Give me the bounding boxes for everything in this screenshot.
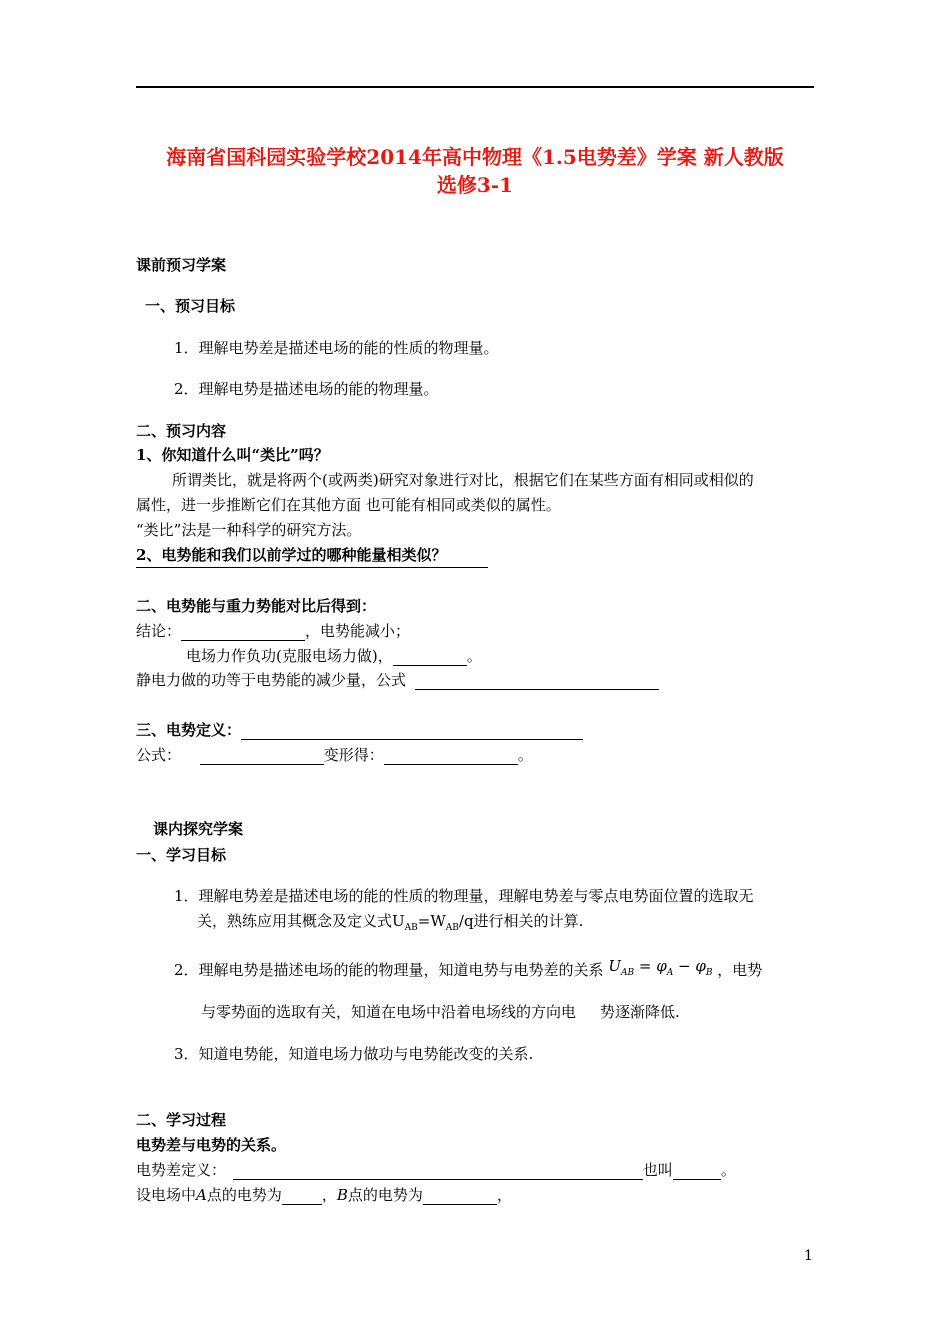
formula-phi-b-sub: B (705, 968, 713, 978)
learning-goal-1-line1: 1．理解电势差是描述电场的能的性质的物理量，理解电势差与零点电势面位置的选取无 (174, 887, 754, 905)
goal2-text: 2．理解电势是描述电场的能的物理量，知道电势与电势差的关系 (174, 961, 604, 979)
analogy-paragraph-line1: 所谓类比，就是将两个(或两类)研究对象进行对比，根据它们在某些方面有相同或相似的 (172, 471, 754, 489)
answer-line (136, 567, 488, 568)
formula-blank[interactable] (200, 748, 324, 765)
potential-difference-formula (608, 957, 717, 978)
negative-work-text: 电场力作负功(克服电场力做)， (186, 647, 393, 665)
also-called-label: 也叫 (642, 1161, 673, 1179)
goal1-text: 关，熟练应用其概念及定义式U (197, 912, 405, 930)
learning-process-heading: 二、学习过程 (136, 1111, 227, 1129)
conclusion-label: 结论： (136, 622, 182, 640)
diff-def-end: 。 (720, 1161, 736, 1179)
document-title-line1: 海南省国科园实验学校2014年高中物理《1.5电势差》学案 新人教版 (166, 145, 784, 169)
goal2-after: ，电势 (717, 961, 763, 979)
potential-difference-definition-line (136, 1159, 736, 1180)
transform-blank[interactable] (384, 748, 518, 765)
formula-u-sub: AB (620, 968, 635, 978)
static-work-blank[interactable] (415, 673, 659, 690)
learning-goal-2-line1 (174, 959, 762, 982)
conclusion-line (136, 620, 410, 641)
page-number: 1 (804, 1248, 813, 1264)
analogy-paragraph-line2: 属性，进一步推断它们在其他方面 也可能有相同或类似的属性。 (136, 496, 561, 514)
setup-comma: ， (321, 1186, 337, 1204)
potential-definition-heading: 三、电势定义： (136, 721, 242, 739)
preview-content-heading: 二、预习内容 (136, 422, 227, 440)
learning-goals-heading: 一、学习目标 (136, 846, 227, 864)
analogy-paragraph-line3: “类比”法是一种科学的研究方法。 (136, 521, 362, 539)
formula-end: 。 (517, 746, 533, 764)
negative-work-end: 。 (466, 647, 482, 665)
learning-goal-2-line2 (201, 1001, 680, 1022)
goal1-sub-ab-2: AB (445, 923, 459, 933)
diff-def-blank[interactable] (233, 1163, 643, 1180)
negative-work-line (186, 645, 482, 666)
goal1-end: /q进行相关的计算. (458, 912, 584, 930)
question-1: 1、你知道什么叫“类比”吗？ (136, 446, 329, 464)
potential-a-blank[interactable] (282, 1188, 322, 1205)
formula-label: 公式： (136, 746, 182, 764)
potential-definition-line (136, 719, 583, 740)
comparison-heading: 二、电势能与重力势能对比后得到： (136, 597, 377, 615)
setup-end: ， (496, 1186, 512, 1204)
setup-mid2: 点的电势为 (347, 1186, 423, 1204)
transform-label: 变形得： (323, 746, 384, 764)
potential-b-blank[interactable] (423, 1188, 497, 1205)
point-b: B (336, 1186, 348, 1204)
formula-u: U (608, 957, 621, 975)
inclass-heading: 课内探究学案 (153, 820, 244, 838)
potential-setup-line (136, 1184, 512, 1205)
question-2: 2、电势能和我们以前学过的哪种能量相类似？ (136, 546, 447, 564)
diff-def-label: 电势差定义： (136, 1161, 227, 1179)
potential-definition-blank[interactable] (241, 723, 583, 740)
preview-goal-1: 1．理解电势差是描述电场的能的性质的物理量。 (174, 339, 499, 357)
setup-start: 设电场中 (136, 1186, 197, 1204)
goal1-w: =W (417, 912, 446, 930)
formula-phi-b: φ (695, 957, 706, 975)
learning-goal-1-line2 (197, 910, 583, 933)
formula-minus: − (673, 957, 696, 975)
static-work-line (136, 669, 659, 690)
formula-phi-a-sub: A (666, 968, 674, 978)
conclusion-blank[interactable] (181, 624, 305, 641)
also-called-blank[interactable] (673, 1163, 721, 1180)
formula-equals: = (634, 957, 657, 975)
document-title-line2: 选修3-1 (436, 173, 514, 197)
static-work-text: 静电力做的功等于电势能的减少量，公式 (136, 671, 407, 689)
negative-work-blank[interactable] (393, 649, 467, 666)
setup-mid: 点的电势为 (206, 1186, 282, 1204)
top-rule (136, 86, 814, 88)
preview-goals-heading: 一、预习目标 (145, 297, 236, 315)
preclass-heading: 课前预习学案 (136, 256, 227, 274)
point-a: A (196, 1186, 207, 1204)
formula-phi-a: φ (656, 957, 667, 975)
learning-goal-3: 3．知道电势能，知道电场力做功与电势能改变的关系. (174, 1045, 534, 1063)
relation-heading: 电势差与电势的关系。 (136, 1136, 287, 1154)
conclusion-after: ，电势能减小； (305, 622, 411, 640)
potential-formula-line (136, 744, 533, 765)
preview-goal-2: 2．理解电势是描述电场的能的物理量。 (174, 380, 439, 398)
goal2-line2-end: 势逐渐降低. (600, 1003, 680, 1021)
goal1-sub-ab: AB (404, 923, 418, 933)
goal2-line2-text: 与零势面的选取有关，知道在电场中沿着电场线的方向电 (201, 1003, 577, 1021)
